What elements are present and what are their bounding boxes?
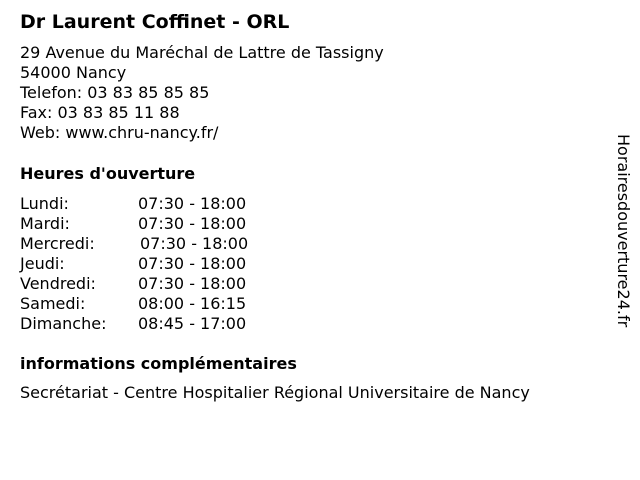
watermark-text: Horairesdouverture24.fr [614, 134, 633, 328]
contact-block [20, 43, 384, 143]
phone-number: Telefon: 03 83 85 85 85 [20, 83, 210, 102]
time-range: 07:30 - 18:00 [138, 254, 247, 273]
time-range: 07:30 - 18:00 [138, 194, 247, 213]
day-label: Dimanche: [20, 314, 107, 333]
day-label: Mercredi: [20, 234, 95, 253]
day-label: Samedi: [20, 294, 86, 313]
time-range: 07:30 - 18:00 [140, 234, 249, 253]
city-address: 54000 Nancy [20, 63, 127, 82]
day-label: Vendredi: [20, 274, 96, 293]
page-title: Dr Laurent Coffinet - ORL [20, 11, 290, 33]
day-label: Jeudi: [20, 254, 65, 273]
hours-heading: Heures d'ouverture [20, 164, 196, 183]
info-heading: informations complémentaires [20, 354, 297, 373]
street-address: 29 Avenue du Maréchal de Lattre de Tassigny [20, 43, 384, 62]
fax-number: Fax: 03 83 85 11 88 [20, 103, 180, 122]
time-range: 08:00 - 16:15 [138, 294, 247, 313]
time-range: 08:45 - 17:00 [138, 314, 247, 333]
day-label: Lundi: [20, 194, 69, 213]
day-label: Mardi: [20, 214, 70, 233]
website: Web: www.chru-nancy.fr/ [20, 123, 219, 142]
time-range: 07:30 - 18:00 [138, 214, 247, 233]
info-text: Secrétariat - Centre Hospitalier Régional Universitaire de Nancy [20, 383, 530, 402]
watermark-site-name [613, 134, 633, 372]
time-range: 07:30 - 18:00 [138, 274, 247, 293]
